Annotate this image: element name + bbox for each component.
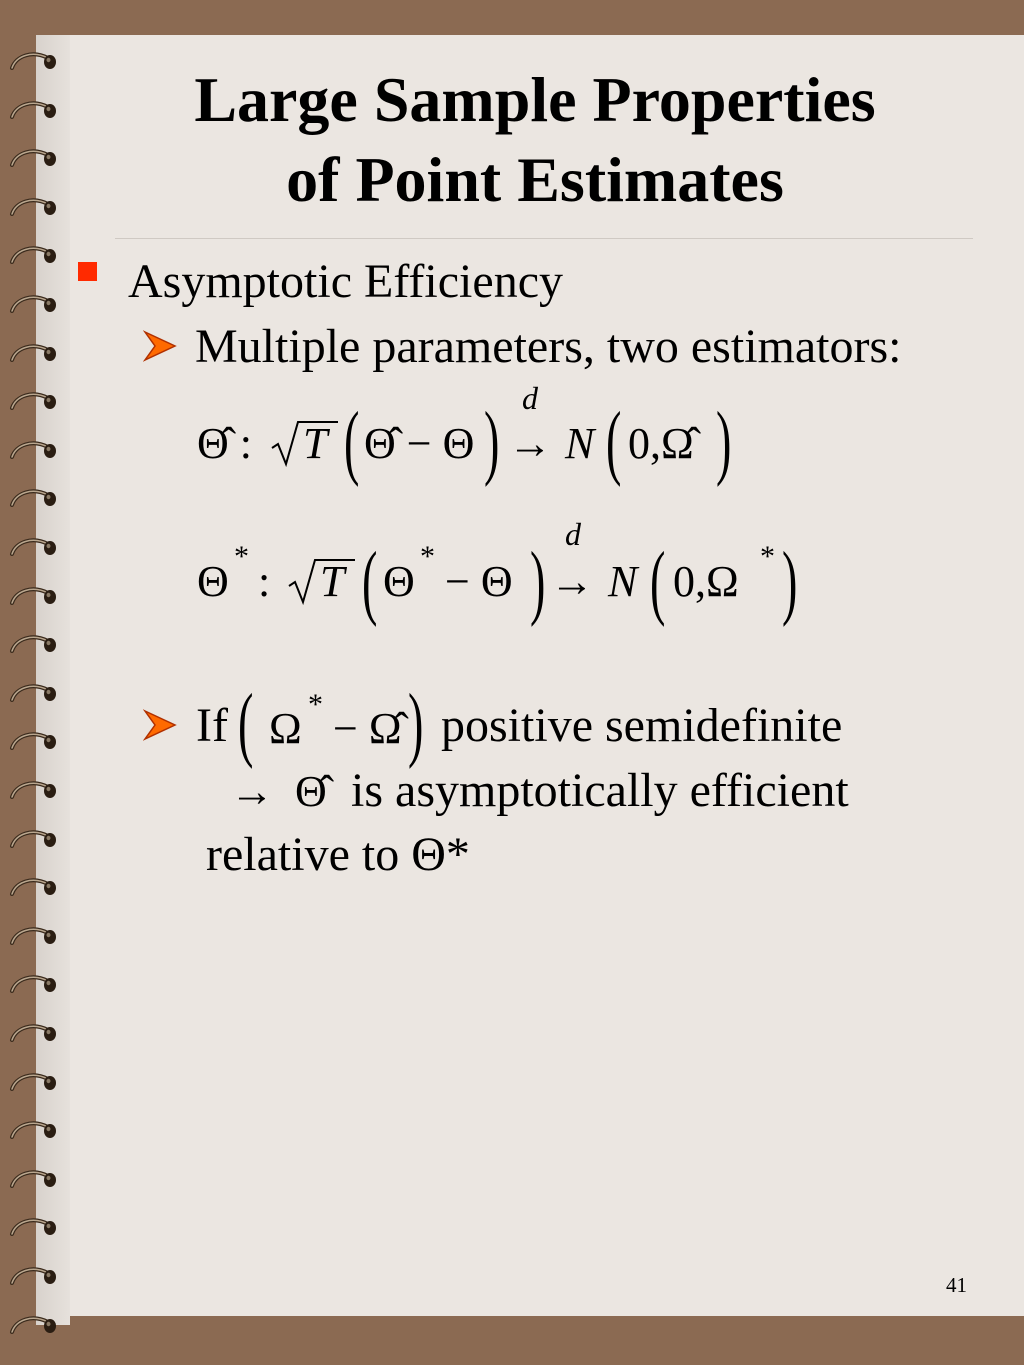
title-line-1: Large Sample Properties	[194, 64, 876, 135]
binding-ring-icon	[6, 923, 58, 957]
binding-ring-icon	[6, 48, 58, 82]
title-line-2: of Point Estimates	[286, 144, 784, 215]
binding-ring-icon	[6, 388, 58, 422]
binding-ring-icon	[6, 777, 58, 811]
binding-ring-icon	[6, 680, 58, 714]
arrow-bullet-icon	[143, 328, 179, 364]
binding-ring-icon	[6, 194, 58, 228]
slide-page	[36, 35, 1024, 1316]
binding-ring-icon	[6, 1214, 58, 1248]
binding-ring-icon	[6, 291, 58, 325]
title-divider	[115, 238, 973, 239]
binding-ring-icon	[6, 437, 58, 471]
binding-ring-icon	[6, 728, 58, 762]
bullet-asymptotic-efficiency: Asymptotic Efficiency	[128, 255, 563, 308]
page-number: 41	[946, 1273, 967, 1297]
binding-ring-icon	[6, 971, 58, 1005]
theta-hat-symbol: Θ̂	[295, 767, 327, 816]
binding-ring-icon	[6, 631, 58, 665]
if-label: If	[196, 699, 228, 752]
binding-ring-icon	[6, 1117, 58, 1151]
binding-ring-icon	[6, 485, 58, 519]
positive-semidefinite-text: positive semidefinite	[441, 699, 843, 752]
binding-ring-icon	[6, 1069, 58, 1103]
binding-ring-icon	[6, 1312, 58, 1346]
binding-ring-icon	[6, 1263, 58, 1297]
binding-ring-icon	[6, 534, 58, 568]
arrow-bullet-icon	[143, 707, 179, 743]
implies-arrow-icon: →	[230, 767, 274, 816]
square-bullet-icon	[78, 262, 97, 281]
binding-ring-icon	[6, 1020, 58, 1054]
relative-to-text: relative to Θ*	[206, 828, 470, 881]
binding-ring-icon	[6, 242, 58, 276]
binding-ring-icon	[6, 145, 58, 179]
binding-ring-icon	[6, 1166, 58, 1200]
binding-ring-icon	[6, 340, 58, 374]
binding-ring-icon	[6, 97, 58, 131]
bullet-multiple-parameters: Multiple parameters, two estimators:	[195, 320, 902, 373]
binding-ring-icon	[6, 826, 58, 860]
binding-ring-icon	[6, 583, 58, 617]
asymptotically-efficient-text: is asymptotically efficient	[351, 764, 849, 817]
binding-ring-icon	[6, 874, 58, 908]
